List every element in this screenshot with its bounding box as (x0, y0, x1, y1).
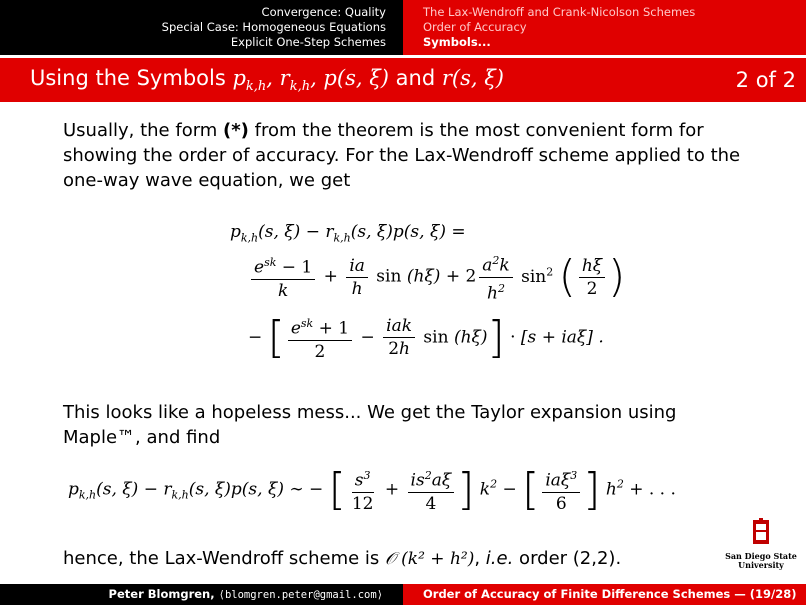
frame-page-indicator: 2 of 2 (735, 68, 796, 92)
nav-subsection-item-active[interactable]: Symbols... (423, 35, 491, 49)
frame-title: Using the Symbols $p_{k,h}$, $r_{k,h}$, p(s, ξ) and r(s, ξ) (30, 65, 504, 95)
university-seal-icon (751, 518, 771, 548)
subsection-nav (403, 0, 806, 55)
nav-section-item[interactable]: Special Case: Homogeneous Equations (161, 20, 386, 34)
section-nav (0, 0, 403, 55)
footer-talk-title: Order of Accuracy of Finite Difference Schemes — (19/28) (403, 584, 806, 605)
equation-line-2: $\frac{e^{sk} - 1}{k}$ + $\frac{ia}{h}$ sin (hξ) + 2 $\frac{a^2k}{h^2}$ $\sin^2$ ( $\frac{h\xi}{2}$ ) (248, 250, 625, 304)
maple-paragraph: This looks like a hopeless mess... We get the Taylor expansion using Maple™, and find (63, 402, 677, 448)
nav-subsection-item[interactable]: The Lax-Wendroff and Crank-Nicolson Schemes (423, 5, 696, 19)
nav-section-item[interactable]: Convergence: Quality (261, 5, 386, 19)
nav-subsection-item[interactable]: Order of Accuracy (423, 20, 527, 34)
footer-bar (0, 584, 806, 605)
equation-line-3: − [ $\frac{e^{sk} + 1}{2}$ − $\frac{\text{iak}}{2h}$ sin (hξ)] · [s + iaξ] . (248, 311, 604, 363)
university-logo (720, 518, 802, 578)
frame-title-bar (0, 58, 806, 102)
top-nav-bar (0, 0, 806, 55)
taylor-expansion-equation: $p_{k,h}(s$, $\xi) - r_{k,h}(s$, ξ)p(s, ξ) ∼ − [ $\frac{s^3}{12}$ + $\frac{is^2a\xi}{4}$ ] $k^2$ − [ $\frac{ia\xi^3}{6}$ ] $h^2$ + . . . (68, 463, 676, 515)
university-name: San Diego State University (725, 551, 797, 570)
intro-paragraph: Usually, the form (*) from the theorem is the most convenient form for showing the order of accuracy. For the Lax-Wendroff scheme applied to the one-way wave equation, we get (63, 120, 741, 191)
footer-author: Peter Blomgren, ⟨blomgren.peter@gmail.com⟩ (0, 584, 403, 605)
equation-line-1: $p_{k,h}(s$, $\xi) - r_{k,h}(s$, ξ)p(s, ξ) = (230, 222, 466, 245)
nav-section-item[interactable]: Explicit One-Step Schemes (230, 35, 386, 49)
conclusion-paragraph: hence, the Lax-Wendroff scheme is 𝒪 (k² + h²), i.e. order (2,2). (63, 548, 622, 569)
